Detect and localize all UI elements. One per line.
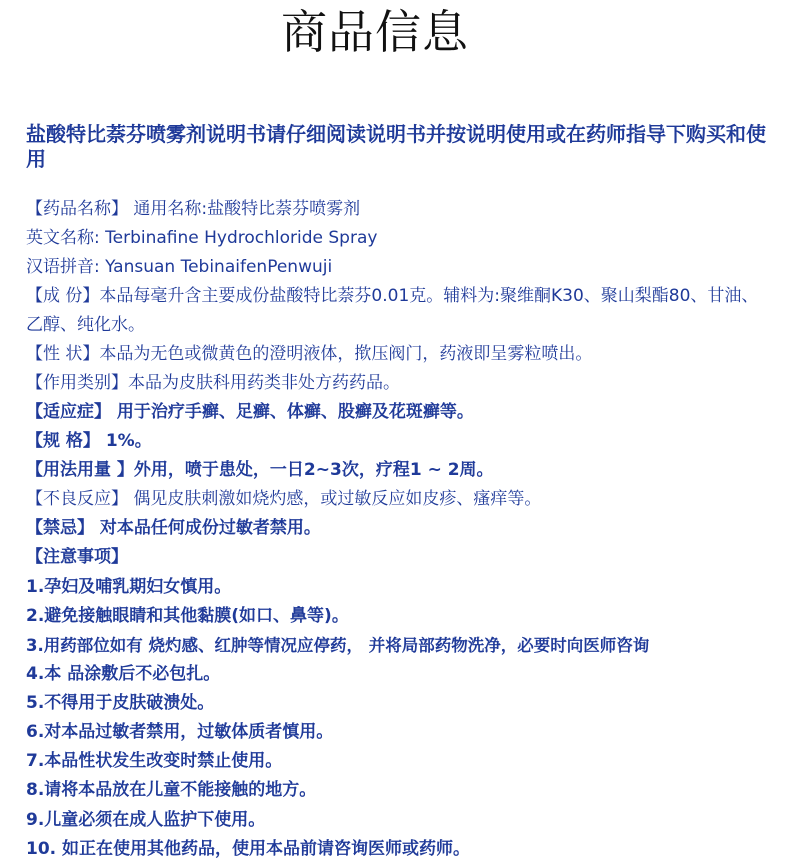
english-name-line: 英文名称: Terbinafine Hydrochloride Spray (26, 228, 378, 248)
page-title: 商品信息 (281, 5, 469, 59)
appearance-line: 【性 状】本品为无色或微黄色的澄明液体，揿压阀门，药液即呈雾粒喷出。 (26, 344, 593, 364)
precaution-item-7: 7.本品性状发生改变时禁止使用。 (26, 751, 283, 771)
precaution-item-6: 6.对本品过敏者禁用，过敏体质者慎用。 (26, 722, 334, 742)
precaution-item-5: 5.不得用于皮肤破溃处。 (26, 693, 215, 713)
drug-name-line: 【药品名称】 通用名称:盐酸特比萘芬喷雾剂 (26, 199, 361, 219)
pinyin-name-line: 汉语拼音: Yansuan TebinaifenPenwuji (26, 257, 333, 277)
category-line: 【作用类别】本品为皮肤科用药类非处方药药品。 (26, 373, 400, 393)
adverse-reactions-line: 【不良反应】 偶见皮肤刺激如烧灼感，或过敏反应如皮疹、瘙痒等。 (26, 489, 542, 509)
usage-notice: 盐酸特比萘芬喷雾剂说明书请仔细阅读说明书并按说明使用或在药师指导下购买和使用 (26, 122, 766, 171)
precaution-item-8: 8.请将本品放在儿童不能接触的地方。 (26, 780, 317, 800)
contraindications-line: 【禁忌】 对本品任何成份过敏者禁用。 (26, 518, 321, 538)
precaution-item-10: 10. 如正在使用其他药品，使用本品前请咨询医师或药师。 (26, 839, 471, 859)
dosage-line: 【用法用量 】外用，喷于患处，一日2~3次，疗程1 ~ 2周。 (26, 460, 494, 480)
specification-line: 【规 格】 1%。 (26, 431, 152, 451)
precaution-item-3: 3.用药部位如有 烧灼感、红肿等情况应停药， 并将局部药物洗净，必要时向医师咨询 (26, 636, 650, 655)
precaution-item-1: 1.孕妇及哺乳期妇女慎用。 (26, 577, 232, 597)
precautions-heading: 【注意事项】 (26, 547, 128, 567)
precaution-item-2: 2.避免接触眼睛和其他黏膜(如口、鼻等)。 (26, 606, 349, 626)
precaution-item-4: 4.本 品涂敷后不必包扎。 (26, 664, 221, 684)
indications-line: 【适应症】 用于治疗手癣、足癣、体癣、股癣及花斑癣等。 (26, 402, 474, 422)
precaution-item-9: 9.儿童必须在成人监护下使用。 (26, 810, 266, 830)
ingredients-line: 【成 份】本品每毫升含主要成份盐酸特比萘芬0.01克。辅料为:聚维酮K30、聚山梨酯80、甘油、乙醇、纯化水。 (26, 286, 759, 335)
